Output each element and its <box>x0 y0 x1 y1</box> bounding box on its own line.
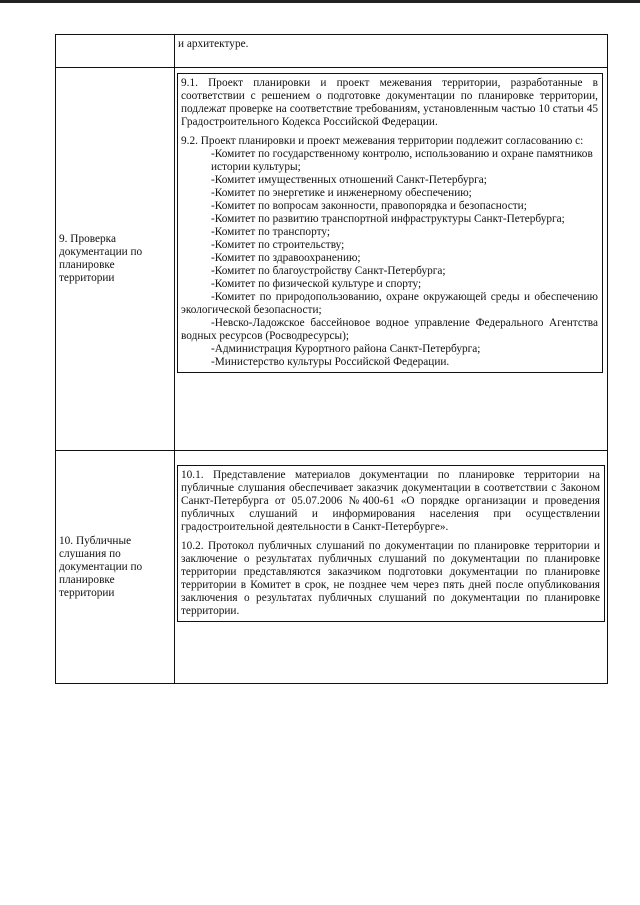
list-item: -Комитет по строительству; <box>211 239 345 251</box>
list-item: -Комитет по энергетике и инженерному обеспечению; <box>211 187 472 199</box>
list-item: -Администрация Курортного района Санкт-Петербурга; <box>211 343 481 355</box>
row-label-cell <box>56 68 175 451</box>
list-item: -Комитет по благоустройству Санкт-Петербурга; <box>211 265 446 277</box>
table-row <box>56 68 608 451</box>
paragraph-10-2: 10.2. Протокол публичных слушаний по документации по планировке территории и заключение о результатах публичных слушаний по документации по планировке территории представляются заказчиком подготовки документации по планировке территории в Комитет в срок, не позднее чем через пять дней после опубликования заключения о результатах публичных слушаний по документации по планировке территории. <box>181 540 600 617</box>
document-table <box>55 34 608 684</box>
list-item: -Комитет имущественных отношений Санкт-Петербурга; <box>211 174 487 186</box>
content-frame <box>177 465 605 622</box>
row-label: 9. Проверка документации по планировке территории <box>59 233 143 284</box>
list-item: -Невско-Ладожское бассейновое водное управление Федерального Агентства водных ресурсов (Росводресурсы); <box>181 317 598 342</box>
list-item: -Комитет по транспорту; <box>211 226 331 238</box>
list-item: -Комитет по природопользованию, охране окружающей среды и обеспечению экологической безопасности; <box>181 291 598 316</box>
row-content-cell <box>175 35 608 68</box>
list-item: -Комитет по вопросам законности, правопорядка и безопасности; <box>211 200 527 212</box>
paragraph-9-2: 9.2. Проект планировки и проект межевания территории подлежит согласованию с: <box>181 135 584 147</box>
top-border-line <box>0 0 640 3</box>
list-item: -Министерство культуры Российской Федерации. <box>211 356 450 368</box>
row-label: 10. Публичные слушания по документации по планировке территории <box>59 534 143 599</box>
row-label <box>56 35 174 67</box>
list-item: -Комитет по здравоохранению; <box>211 252 361 264</box>
continuation-text: и архитектуре. <box>178 38 249 50</box>
row-content-cell <box>175 68 608 451</box>
row-label-cell <box>56 35 175 68</box>
row-content-cell <box>175 451 608 684</box>
paragraph-9-1: 9.1. Проект планировки и проект межевания территории, разработанные в соответствии с решением о подготовке документации по планировке территории, подлежат проверке на соответствие требованиям, установленным частью 10 статьи 45 Градостроительного Кодекса Российской Федерации. <box>181 77 598 128</box>
list-item: -Комитет по физической культуре и спорту; <box>211 278 422 290</box>
table-row <box>56 35 608 68</box>
list-item: -Комитет по государственному контролю, использованию и охране памятников истории культуры; <box>211 148 593 173</box>
list-item: -Комитет по развитию транспортной инфраструктуры Санкт-Петербурга; <box>211 213 565 225</box>
row-label-cell <box>56 451 175 684</box>
content-frame <box>177 73 603 373</box>
paragraph-10-1: 10.1. Представление материалов документации по планировке территории на публичные слушания обеспечивает заказчик документации в соответствии с Законом Санкт-Петербурга от 05.07.2006 №400-61 «О порядке организации и проведения публичных слушаний и информирования населения при осуществлении градостроительной деятельности в Санкт-Петербурге». <box>181 469 600 533</box>
table-row <box>56 451 608 684</box>
